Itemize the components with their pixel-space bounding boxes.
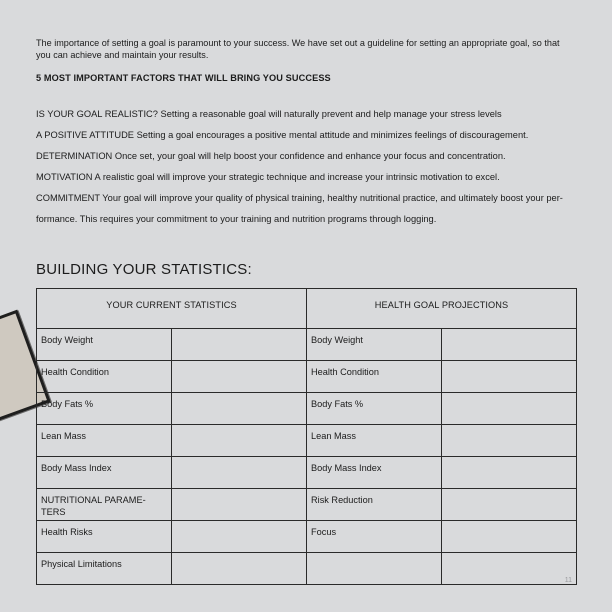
current-stat-label: Health Risks — [37, 521, 172, 553]
goal-stat-label — [307, 553, 442, 585]
factor-text: A realistic goal will improve your strategic technique and increase your intrinsic motivation to excel. — [94, 172, 500, 182]
goal-stat-entry[interactable] — [442, 489, 577, 521]
factor-key: DETERMINATION — [36, 151, 113, 161]
table-row — [37, 425, 577, 457]
factor-key: COMMITMENT — [36, 193, 100, 203]
goal-stat-label: Lean Mass — [307, 425, 442, 457]
current-stat-label: NUTRITIONAL PARAME- TERS — [37, 489, 172, 521]
table-row — [37, 489, 577, 521]
factor-key: A POSITIVE ATTITUDE — [36, 130, 134, 140]
table-row — [37, 393, 577, 425]
goal-stat-label: Focus — [307, 521, 442, 553]
current-stat-label: Body Fats % — [37, 393, 172, 425]
goal-stat-label: Body Weight — [307, 329, 442, 361]
current-stat-entry[interactable] — [172, 361, 307, 393]
goal-projections-header: HEALTH GOAL PROJECTIONS — [307, 289, 577, 329]
table-row — [37, 521, 577, 553]
current-stat-label: Body Mass Index — [37, 457, 172, 489]
page-number: 11 — [564, 577, 572, 584]
goal-stat-label: Body Mass Index — [307, 457, 442, 489]
factor-text: Setting a reasonable goal will naturally prevent and help manage your stress levels — [160, 109, 502, 119]
factor-item — [36, 146, 581, 167]
factor-text: Your goal will improve your quality of physical training, healthy nutritional practice, and ultimately boost your per- formance. This requires your commitment to your training and nutrition programs through logging. — [36, 193, 563, 224]
factor-item — [36, 188, 581, 230]
factor-key: MOTIVATION — [36, 172, 93, 182]
goal-stat-label: Risk Reduction — [307, 489, 442, 521]
stats-title: BUILDING YOUR STATISTICS: — [36, 261, 252, 278]
factor-item — [36, 125, 581, 146]
intro-paragraph: The importance of setting a goal is paramount to your success. We have set out a guideline for setting an appropriate goal, so that you can achieve and maintain your results. — [36, 38, 560, 60]
factor-item — [36, 104, 581, 125]
goal-stat-entry[interactable] — [442, 393, 577, 425]
goal-stat-label: Health Condition — [307, 361, 442, 393]
factor-text: Once set, your goal will help boost your confidence and enhance your focus and concentration. — [114, 151, 506, 161]
current-stat-entry[interactable] — [172, 393, 307, 425]
current-stat-label: Body Weight — [37, 329, 172, 361]
current-stat-entry[interactable] — [172, 521, 307, 553]
table-row — [37, 361, 577, 393]
current-stat-entry[interactable] — [172, 457, 307, 489]
current-stat-label: Physical Limitations — [37, 553, 172, 585]
goal-stat-label: Body Fats % — [307, 393, 442, 425]
factor-text: Setting a goal encourages a positive mental attitude and minimizes feelings of discouragement. — [136, 130, 529, 140]
goal-stat-entry[interactable] — [442, 553, 577, 585]
factor-item — [36, 167, 581, 188]
current-stat-label: Health Condition — [37, 361, 172, 393]
current-stat-entry[interactable] — [172, 553, 307, 585]
current-stat-label: Lean Mass — [37, 425, 172, 457]
goal-stat-entry[interactable] — [442, 521, 577, 553]
goal-stat-entry[interactable] — [442, 329, 577, 361]
table-row — [37, 457, 577, 489]
statistics-table — [36, 288, 577, 585]
current-stat-entry[interactable] — [172, 329, 307, 361]
factors-heading: 5 MOST IMPORTANT FACTORS THAT WILL BRING YOU SUCCESS — [36, 73, 331, 83]
factors-list — [36, 104, 581, 230]
goal-stat-entry[interactable] — [442, 425, 577, 457]
current-stats-header: YOUR CURRENT STATISTICS — [37, 289, 307, 329]
current-stat-entry[interactable] — [172, 425, 307, 457]
goal-stat-entry[interactable] — [442, 361, 577, 393]
table-header-row — [37, 289, 577, 329]
table-row — [37, 553, 577, 585]
factor-key: IS YOUR GOAL REALISTIC? — [36, 109, 158, 119]
table-row — [37, 329, 577, 361]
current-stat-entry[interactable] — [172, 489, 307, 521]
goal-stat-entry[interactable] — [442, 457, 577, 489]
